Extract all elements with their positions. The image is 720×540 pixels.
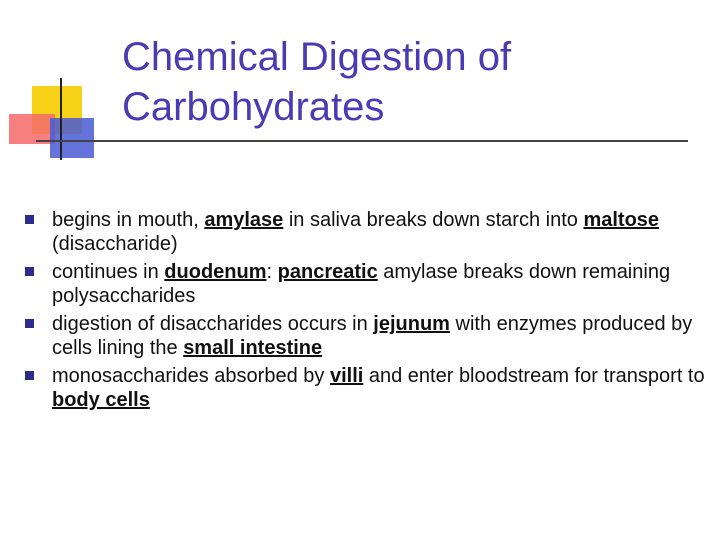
- title-divider-line: [36, 140, 688, 142]
- square-bullet-icon: [25, 215, 34, 224]
- bullet-text: (disaccharide): [52, 233, 178, 255]
- bullet-text: amylase breaks down remaining polysaccharides: [52, 261, 671, 307]
- bullet-item: [22, 208, 716, 256]
- key-term: jejunum: [373, 313, 450, 335]
- square-bullet-icon: [25, 319, 34, 328]
- bullet-text: begins in mouth,: [52, 209, 205, 231]
- bullet-item: [22, 364, 716, 412]
- key-term: pancreatic: [277, 261, 378, 283]
- square-bullet-icon: [25, 371, 34, 380]
- bullet-text: :: [266, 261, 278, 283]
- key-term: villi: [329, 365, 364, 387]
- key-term: duodenum: [164, 261, 267, 283]
- bullet-item: [22, 312, 716, 360]
- bullet-text: with enzymes produced by cells lining the: [52, 313, 693, 359]
- bullet-text: and enter bloodstream for transport to: [363, 365, 705, 387]
- square-bullet-icon: [25, 267, 34, 276]
- key-term: small intestine: [183, 337, 323, 359]
- bullet-text: monosaccharides absorbed by: [52, 365, 330, 387]
- bullet-item: [22, 260, 716, 308]
- slide-title: Chemical Digestion of Carbohydrates: [122, 35, 512, 129]
- bullet-text: digestion of disaccharides occurs in: [52, 313, 374, 335]
- bullet-list: [22, 208, 716, 416]
- bullet-text: continues in: [52, 261, 165, 283]
- decorative-blue-block: [50, 118, 94, 158]
- key-term: maltose: [583, 209, 660, 231]
- decorative-vertical-line: [60, 78, 62, 160]
- key-term: body cells: [52, 389, 150, 411]
- key-term: amylase: [204, 209, 284, 231]
- bullet-text: in saliva breaks down starch into: [283, 209, 584, 231]
